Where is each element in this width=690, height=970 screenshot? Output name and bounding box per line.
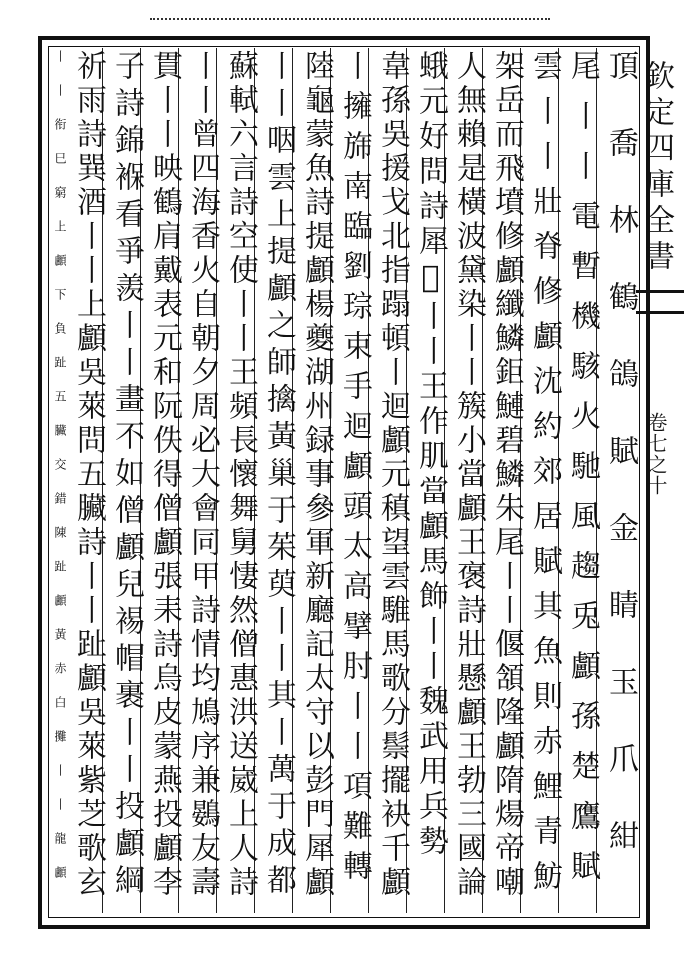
text-column: 丨丨咽雲上提顱之師擒黃巢于茱萸丨丨其丨萬于成都 bbox=[261, 50, 296, 901]
text-column: 子詩錦褓看爭羨丨丨畫不如僧顱兒裼帽裹丨丨投顱綱 bbox=[109, 50, 144, 901]
text-column: 蘇軾六言詩空使丨丨王頻長懷舞舅悽然僧惠洪送崴上人詩 bbox=[223, 50, 258, 900]
margin-volume-label: 卷七之十 bbox=[644, 412, 668, 496]
margin-book-title: 欽定四庫全書 bbox=[639, 60, 674, 276]
text-column: 丨擁旆南臨劉琮束手迴顱頭太高擘肘丨丨項難轉 bbox=[337, 50, 372, 890]
text-column: 頂喬林鶴鴿賦金睛玉爪紺 bbox=[603, 50, 638, 897]
text-column: 貫丨丨映鶴肩戴表元和阮佚得僧顱張耒詩烏皮蒙燕投顱李 bbox=[147, 50, 182, 900]
text-column: 陸龜蒙魚詩提顱楊夔湖州録事參軍新廳記太守以彭門犀顱 bbox=[299, 50, 334, 900]
text-column: 蛾元好問詩犀𤝂丨丨王作肌當顱馬飾丨丨魏武用兵勢 bbox=[413, 50, 448, 860]
text-column: 丨丨曾四海香火自朝夕周必大會同甲詩情均鳩序兼鷃友壽 bbox=[185, 50, 220, 900]
text-column: 丨丨衔巳窮上顱下負趾五臟交錯陳趾顱黃赤白攤丨丨龍顱 bbox=[53, 50, 67, 900]
top-edge-dots bbox=[150, 18, 550, 26]
text-column: 祈雨詩巽酒丨丨上顱吳萊問五臟詩丨丨趾顱吳萊紫芝歌玄 bbox=[71, 50, 106, 900]
text-column: 架岳而飛墳修顱纖鱗鉅鰱碧鱗朱尾丨丨偃頷隆顱隋煬帝嘲 bbox=[489, 50, 524, 900]
text-column: 尾丨丨電暫機駭火馳風趨兎顱孫楚鷹賦 bbox=[565, 50, 600, 900]
fishtail-mark bbox=[636, 290, 684, 314]
text-column: 人無賴是橫波黛染丨丨簇小當顱王褒詩壯懸顱王勃三國論 bbox=[451, 50, 486, 900]
text-column: 韋孫吳援戈北指蹋頓丨迴顱元稹望雲騅馬歌分鬃擺袂千顱 bbox=[375, 50, 410, 900]
text-column: 雲丨丨壯脊修顱沈約郊居賦其魚則赤鯉青魴 bbox=[527, 50, 562, 905]
